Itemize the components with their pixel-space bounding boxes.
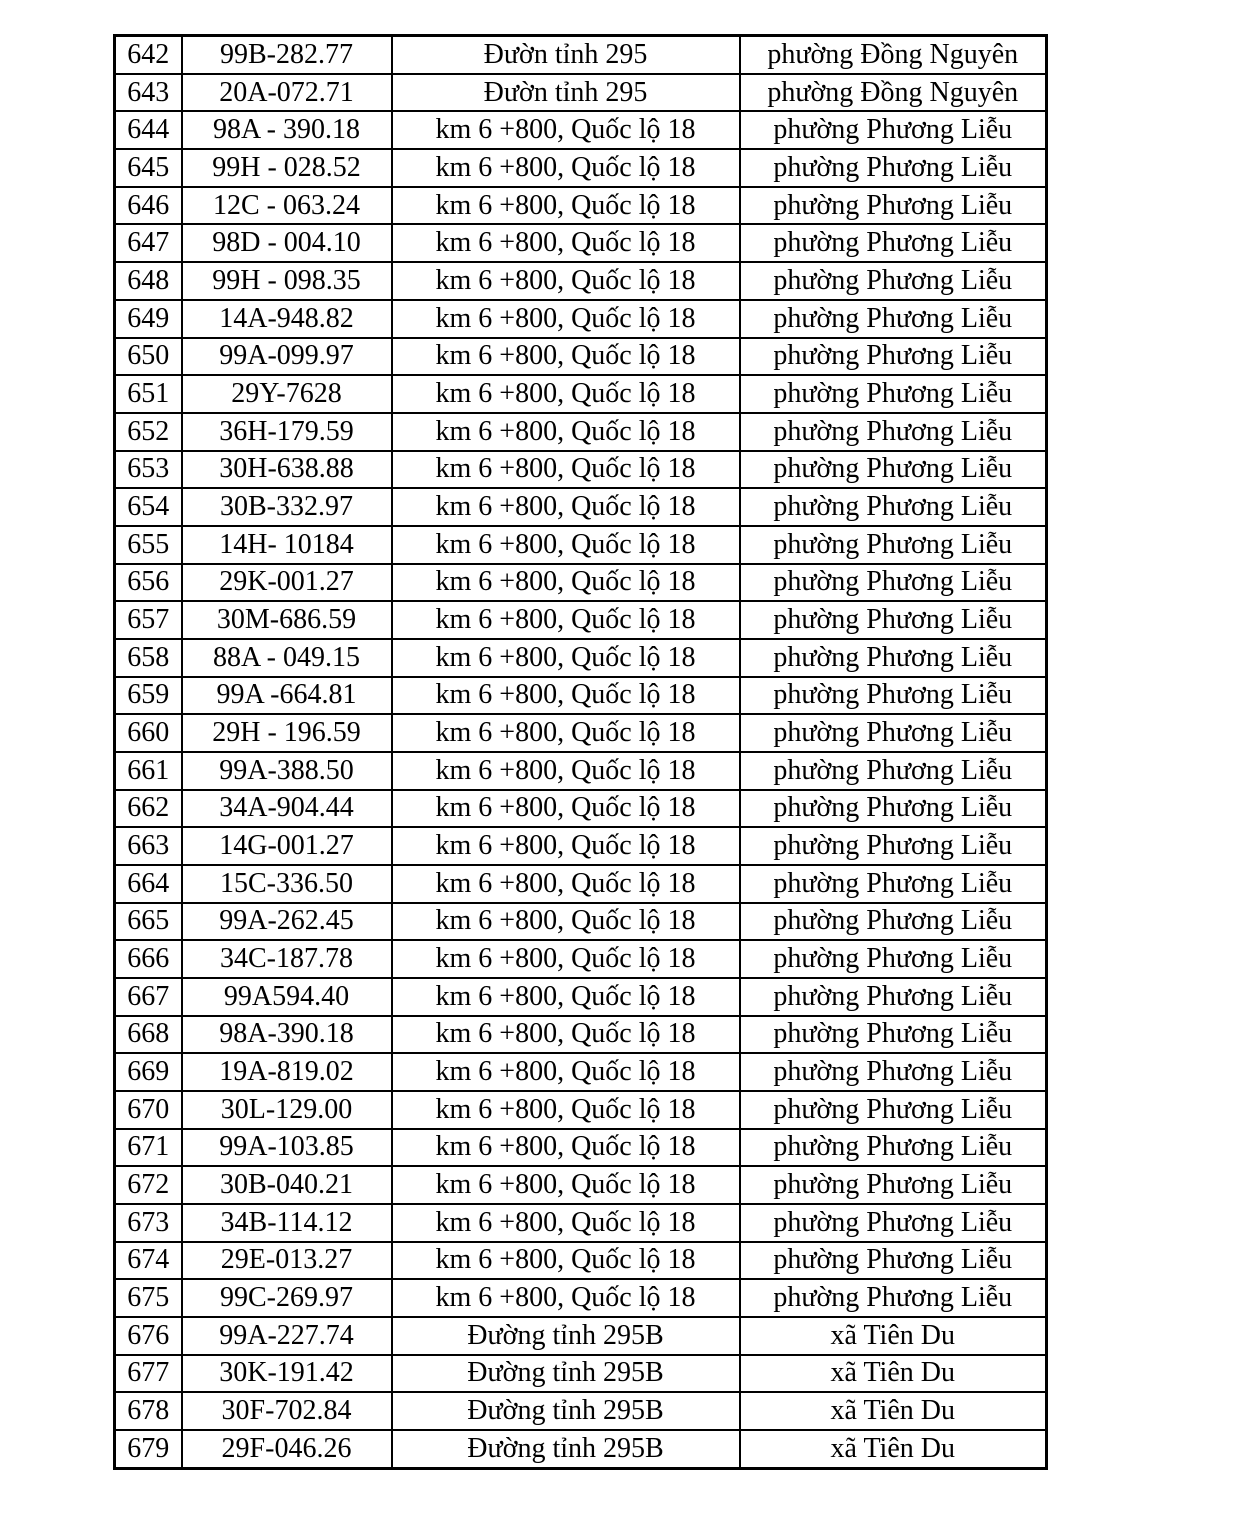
cell-ward: phường Phương Liễu	[740, 451, 1047, 489]
cell-road: km 6 +800, Quốc lộ 18	[392, 300, 740, 338]
cell-row-number: 679	[115, 1430, 182, 1469]
cell-row-number: 647	[115, 224, 182, 262]
cell-road: km 6 +800, Quốc lộ 18	[392, 338, 740, 376]
cell-ward: phường Phương Liễu	[740, 338, 1047, 376]
cell-plate: 29K-001.27	[182, 564, 392, 602]
table-row	[115, 790, 1047, 828]
cell-plate: 29F-046.26	[182, 1430, 392, 1469]
table-row	[115, 187, 1047, 225]
table-row	[115, 111, 1047, 149]
table-row	[115, 714, 1047, 752]
cell-ward: phường Phương Liễu	[740, 865, 1047, 903]
cell-ward: phường Phương Liễu	[740, 714, 1047, 752]
cell-row-number: 646	[115, 187, 182, 225]
cell-road: km 6 +800, Quốc lộ 18	[392, 262, 740, 300]
cell-road: km 6 +800, Quốc lộ 18	[392, 601, 740, 639]
cell-plate: 99H - 098.35	[182, 262, 392, 300]
cell-row-number: 669	[115, 1053, 182, 1091]
cell-row-number: 649	[115, 300, 182, 338]
cell-row-number: 665	[115, 903, 182, 941]
table-row	[115, 978, 1047, 1016]
cell-ward: phường Phương Liễu	[740, 940, 1047, 978]
cell-plate: 99A -664.81	[182, 677, 392, 715]
cell-road: km 6 +800, Quốc lộ 18	[392, 714, 740, 752]
cell-row-number: 664	[115, 865, 182, 903]
cell-ward: phường Phương Liễu	[740, 1129, 1047, 1167]
cell-plate: 99A-227.74	[182, 1317, 392, 1355]
cell-ward: phường Phương Liễu	[740, 827, 1047, 865]
cell-row-number: 651	[115, 375, 182, 413]
cell-plate: 34A-904.44	[182, 790, 392, 828]
cell-plate: 98D - 004.10	[182, 224, 392, 262]
cell-road: km 6 +800, Quốc lộ 18	[392, 526, 740, 564]
table-row	[115, 262, 1047, 300]
cell-ward: phường Phương Liễu	[740, 526, 1047, 564]
cell-plate: 99A-099.97	[182, 338, 392, 376]
cell-road: Đườn tỉnh 295	[392, 74, 740, 112]
cell-road: km 6 +800, Quốc lộ 18	[392, 1016, 740, 1054]
cell-ward: phường Phương Liễu	[740, 413, 1047, 451]
cell-plate: 29Y-7628	[182, 375, 392, 413]
cell-row-number: 667	[115, 978, 182, 1016]
cell-plate: 98A - 390.18	[182, 111, 392, 149]
cell-plate: 99A-103.85	[182, 1129, 392, 1167]
cell-ward: phường Phương Liễu	[740, 1204, 1047, 1242]
table-row	[115, 74, 1047, 112]
vehicle-list-table	[113, 34, 1048, 1470]
cell-plate: 14G-001.27	[182, 827, 392, 865]
cell-road: km 6 +800, Quốc lộ 18	[392, 865, 740, 903]
cell-ward: phường Phương Liễu	[740, 1091, 1047, 1129]
cell-road: km 6 +800, Quốc lộ 18	[392, 1166, 740, 1204]
cell-plate: 99H - 028.52	[182, 149, 392, 187]
cell-row-number: 645	[115, 149, 182, 187]
cell-row-number: 677	[115, 1355, 182, 1393]
cell-row-number: 642	[115, 36, 182, 74]
table-row	[115, 36, 1047, 74]
cell-ward: phường Phương Liễu	[740, 978, 1047, 1016]
cell-ward: phường Phương Liễu	[740, 752, 1047, 790]
cell-ward: phường Đồng Nguyên	[740, 74, 1047, 112]
cell-ward: phường Phương Liễu	[740, 262, 1047, 300]
table-row	[115, 601, 1047, 639]
cell-plate: 29H - 196.59	[182, 714, 392, 752]
cell-plate: 99B-282.77	[182, 36, 392, 74]
cell-plate: 99A-388.50	[182, 752, 392, 790]
cell-row-number: 666	[115, 940, 182, 978]
cell-plate: 98A-390.18	[182, 1016, 392, 1054]
cell-road: km 6 +800, Quốc lộ 18	[392, 1279, 740, 1317]
cell-road: km 6 +800, Quốc lộ 18	[392, 639, 740, 677]
table-row	[115, 1016, 1047, 1054]
cell-road: km 6 +800, Quốc lộ 18	[392, 1129, 740, 1167]
table-row	[115, 149, 1047, 187]
cell-row-number: 660	[115, 714, 182, 752]
cell-ward: phường Phương Liễu	[740, 111, 1047, 149]
table-row	[115, 639, 1047, 677]
cell-road: Đườn tỉnh 295	[392, 36, 740, 74]
cell-road: km 6 +800, Quốc lộ 18	[392, 149, 740, 187]
cell-plate: 29E-013.27	[182, 1242, 392, 1280]
cell-row-number: 658	[115, 639, 182, 677]
cell-row-number: 650	[115, 338, 182, 376]
cell-plate: 19A-819.02	[182, 1053, 392, 1091]
table-row	[115, 1317, 1047, 1355]
table-row	[115, 1392, 1047, 1430]
cell-row-number: 676	[115, 1317, 182, 1355]
table-row	[115, 338, 1047, 376]
table-row	[115, 1430, 1047, 1469]
table-row	[115, 1279, 1047, 1317]
table-row	[115, 488, 1047, 526]
cell-row-number: 644	[115, 111, 182, 149]
cell-ward: phường Phương Liễu	[740, 1242, 1047, 1280]
cell-ward: phường Phương Liễu	[740, 601, 1047, 639]
cell-road: km 6 +800, Quốc lộ 18	[392, 790, 740, 828]
cell-road: km 6 +800, Quốc lộ 18	[392, 1091, 740, 1129]
table-row	[115, 827, 1047, 865]
cell-plate: 14A-948.82	[182, 300, 392, 338]
cell-row-number: 659	[115, 677, 182, 715]
table-row	[115, 1129, 1047, 1167]
table-row	[115, 300, 1047, 338]
table-row	[115, 1355, 1047, 1393]
cell-road: km 6 +800, Quốc lộ 18	[392, 187, 740, 225]
cell-row-number: 663	[115, 827, 182, 865]
cell-road: km 6 +800, Quốc lộ 18	[392, 903, 740, 941]
cell-road: km 6 +800, Quốc lộ 18	[392, 451, 740, 489]
table-row	[115, 564, 1047, 602]
cell-road: km 6 +800, Quốc lộ 18	[392, 1053, 740, 1091]
cell-row-number: 674	[115, 1242, 182, 1280]
cell-ward: phường Đồng Nguyên	[740, 36, 1047, 74]
cell-plate: 30H-638.88	[182, 451, 392, 489]
table-row	[115, 1166, 1047, 1204]
cell-row-number: 668	[115, 1016, 182, 1054]
table-row	[115, 413, 1047, 451]
cell-road: km 6 +800, Quốc lộ 18	[392, 488, 740, 526]
cell-road: km 6 +800, Quốc lộ 18	[392, 564, 740, 602]
table-row	[115, 903, 1047, 941]
table-row	[115, 1053, 1047, 1091]
cell-road: km 6 +800, Quốc lộ 18	[392, 1242, 740, 1280]
cell-ward: phường Phương Liễu	[740, 1166, 1047, 1204]
cell-ward: phường Phương Liễu	[740, 564, 1047, 602]
cell-road: km 6 +800, Quốc lộ 18	[392, 111, 740, 149]
cell-road: km 6 +800, Quốc lộ 18	[392, 827, 740, 865]
cell-ward: phường Phương Liễu	[740, 677, 1047, 715]
cell-ward: phường Phương Liễu	[740, 187, 1047, 225]
cell-plate: 20A-072.71	[182, 74, 392, 112]
cell-row-number: 670	[115, 1091, 182, 1129]
cell-road: Đường tỉnh 295B	[392, 1317, 740, 1355]
cell-row-number: 656	[115, 564, 182, 602]
cell-ward: xã Tiên Du	[740, 1430, 1047, 1469]
table-row	[115, 1091, 1047, 1129]
cell-plate: 34C-187.78	[182, 940, 392, 978]
cell-road: Đường tỉnh 295B	[392, 1430, 740, 1469]
cell-plate: 99A-262.45	[182, 903, 392, 941]
cell-ward: xã Tiên Du	[740, 1392, 1047, 1430]
cell-row-number: 643	[115, 74, 182, 112]
table-row	[115, 526, 1047, 564]
cell-plate: 30M-686.59	[182, 601, 392, 639]
cell-ward: phường Phương Liễu	[740, 149, 1047, 187]
cell-row-number: 661	[115, 752, 182, 790]
table-row	[115, 865, 1047, 903]
cell-road: km 6 +800, Quốc lộ 18	[392, 1204, 740, 1242]
table-row	[115, 677, 1047, 715]
cell-plate: 34B-114.12	[182, 1204, 392, 1242]
table-row	[115, 224, 1047, 262]
cell-ward: phường Phương Liễu	[740, 1053, 1047, 1091]
cell-road: km 6 +800, Quốc lộ 18	[392, 940, 740, 978]
cell-plate: 88A - 049.15	[182, 639, 392, 677]
cell-plate: 30B-332.97	[182, 488, 392, 526]
table-row	[115, 451, 1047, 489]
cell-ward: phường Phương Liễu	[740, 1279, 1047, 1317]
cell-plate: 14H- 10184	[182, 526, 392, 564]
cell-ward: phường Phương Liễu	[740, 903, 1047, 941]
cell-plate: 36H-179.59	[182, 413, 392, 451]
cell-plate: 30L-129.00	[182, 1091, 392, 1129]
cell-road: km 6 +800, Quốc lộ 18	[392, 677, 740, 715]
cell-plate: 30B-040.21	[182, 1166, 392, 1204]
cell-plate: 30K-191.42	[182, 1355, 392, 1393]
cell-ward: phường Phương Liễu	[740, 1016, 1047, 1054]
cell-row-number: 652	[115, 413, 182, 451]
cell-ward: phường Phương Liễu	[740, 488, 1047, 526]
cell-row-number: 655	[115, 526, 182, 564]
cell-row-number: 654	[115, 488, 182, 526]
cell-row-number: 675	[115, 1279, 182, 1317]
table-body	[115, 36, 1047, 1469]
cell-road: km 6 +800, Quốc lộ 18	[392, 375, 740, 413]
cell-ward: phường Phương Liễu	[740, 300, 1047, 338]
cell-row-number: 648	[115, 262, 182, 300]
cell-ward: phường Phương Liễu	[740, 790, 1047, 828]
cell-row-number: 657	[115, 601, 182, 639]
cell-road: Đường tỉnh 295B	[392, 1392, 740, 1430]
cell-road: km 6 +800, Quốc lộ 18	[392, 413, 740, 451]
cell-ward: phường Phương Liễu	[740, 639, 1047, 677]
cell-road: km 6 +800, Quốc lộ 18	[392, 752, 740, 790]
cell-road: km 6 +800, Quốc lộ 18	[392, 978, 740, 1016]
cell-plate: 12C - 063.24	[182, 187, 392, 225]
table-row	[115, 940, 1047, 978]
cell-ward: phường Phương Liễu	[740, 375, 1047, 413]
cell-row-number: 673	[115, 1204, 182, 1242]
cell-plate: 99A594.40	[182, 978, 392, 1016]
cell-ward: xã Tiên Du	[740, 1355, 1047, 1393]
cell-road: Đường tỉnh 295B	[392, 1355, 740, 1393]
cell-road: km 6 +800, Quốc lộ 18	[392, 224, 740, 262]
cell-row-number: 653	[115, 451, 182, 489]
cell-row-number: 671	[115, 1129, 182, 1167]
table-row	[115, 752, 1047, 790]
cell-ward: xã Tiên Du	[740, 1317, 1047, 1355]
cell-row-number: 672	[115, 1166, 182, 1204]
cell-plate: 30F-702.84	[182, 1392, 392, 1430]
cell-row-number: 662	[115, 790, 182, 828]
cell-plate: 99C-269.97	[182, 1279, 392, 1317]
table-row	[115, 1242, 1047, 1280]
table-row	[115, 1204, 1047, 1242]
cell-row-number: 678	[115, 1392, 182, 1430]
cell-ward: phường Phương Liễu	[740, 224, 1047, 262]
cell-plate: 15C-336.50	[182, 865, 392, 903]
table-row	[115, 375, 1047, 413]
